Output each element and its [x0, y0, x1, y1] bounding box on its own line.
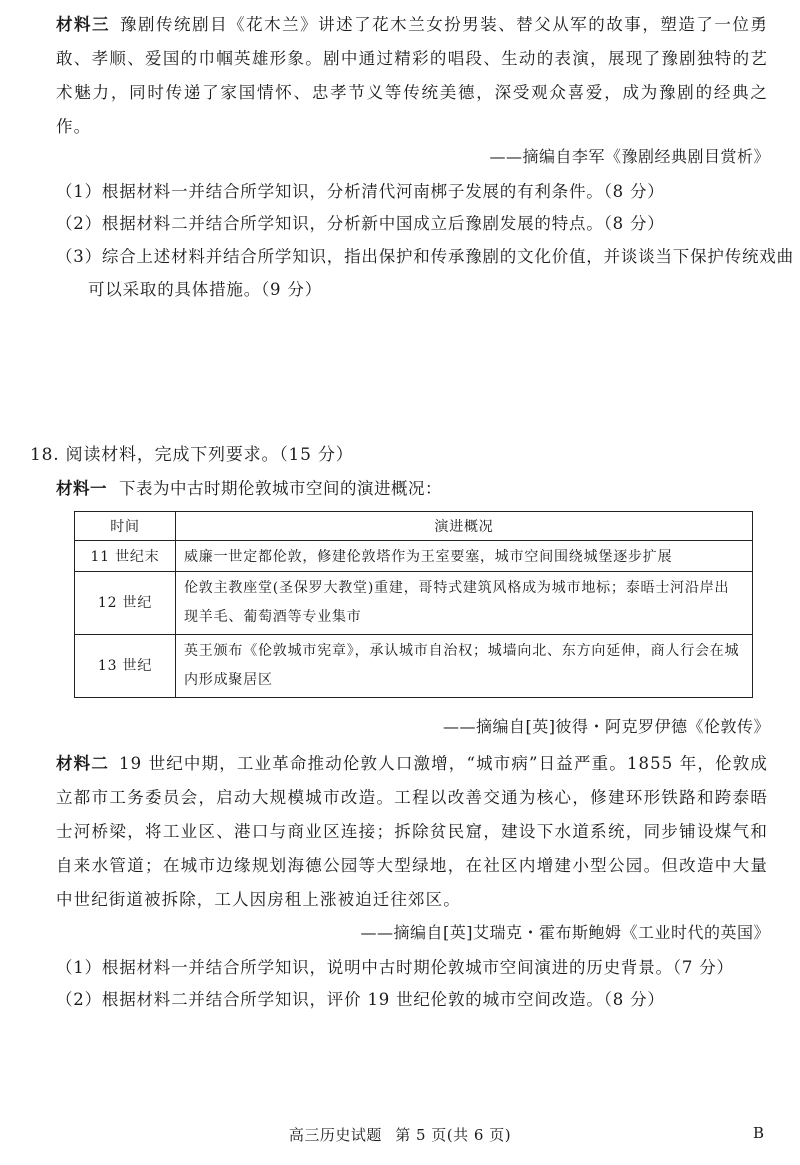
q18-material2-text: 19 世纪中期，工业革命推动伦敦人口激增，“城市病”日益严重。1855 年，伦敦成立都市工务委员会，启动大规模城市改造。工程以改善交通为核心，修建环形铁路和跨泰晤士河桥梁，将工业区、港口与商业区连接；拆除贫民窟，建设下水道系统，同步铺设煤气和自来水管道；在城市边缘规划海德公园等大型绿地，在社区内增建小型公园。但改造中大量中世纪街道被拆除，工人因房租上涨被迫迁往郊区。	[56, 754, 768, 909]
q18-subquestion-2: （2）根据材料二并结合所学知识，评价 19 世纪伦敦的城市空间改造。（8 分）	[56, 990, 665, 1009]
q18-material1-intro	[56, 476, 442, 502]
q18-material1-source: ——摘编自[英]彼得・阿克罗伊德《伦敦传》	[443, 717, 770, 736]
table-cell-time: 13 世纪	[75, 635, 176, 698]
footer-edition-mark: B	[752, 1124, 764, 1142]
table-cell-desc: 伦敦主教座堂(圣保罗大教堂)重建，哥特式建筑风格成为城市地标；泰晤士河沿岸出现羊毛、葡萄酒等专业集市	[176, 572, 753, 635]
footer-page-number: 第 5 页(共 6 页)	[395, 1126, 512, 1144]
material3-source: ——摘编自李军《豫剧经典剧目赏析》	[489, 147, 770, 166]
q17-subquestion-1: （1）根据材料一并结合所学知识，分析清代河南梆子发展的有利条件。（8 分）	[56, 182, 665, 201]
material3-label: 材料三	[56, 15, 111, 34]
table-header-overview: 演进概况	[176, 512, 753, 541]
q17-subquestion-2: （2）根据材料二并结合所学知识，分析新中国成立后豫剧发展的特点。（8 分）	[56, 214, 665, 233]
q18-material2-label: 材料二	[56, 754, 109, 773]
table-row	[75, 572, 753, 635]
q17-subquestion-3: （3）综合上述材料并结合所学知识，指出保护和传承豫剧的文化价值，并谈谈当下保护传统戏曲可以采取的具体措施。（9 分）	[56, 247, 794, 299]
table-header-time: 时间	[75, 512, 176, 541]
material3-text: 豫剧传统剧目《花木兰》讲述了花木兰女扮男装、替父从军的故事，塑造了一位勇敢、孝顺、爱国的巾帼英雄形象。剧中通过精彩的唱段、生动的表演，展现了豫剧独特的艺术魅力，同时传递了家国情怀、忠孝节义等传统美德，深受观众喜爱，成为豫剧的经典之作。	[56, 15, 768, 136]
page-footer	[0, 1124, 800, 1145]
material3-paragraph	[56, 8, 768, 144]
table-cell-desc: 威廉一世定都伦敦，修建伦敦塔作为王室要塞，城市空间围绕城堡逐步扩展	[176, 541, 753, 572]
q18-material1-label: 材料一	[56, 479, 107, 498]
table-cell-time: 12 世纪	[75, 572, 176, 635]
q18-material2-source: ——摘编自[英]艾瑞克・霍布斯鲍姆《工业时代的英国》	[360, 923, 770, 942]
q18-material1-intro-text: 下表为中古时期伦敦城市空间的演进概况：	[119, 479, 442, 498]
footer-exam-title: 高三历史试题	[288, 1126, 382, 1144]
q18-material2-paragraph	[56, 747, 768, 917]
table-cell-time: 11 世纪末	[75, 541, 176, 572]
q18-subquestion-1: （1）根据材料一并结合所学知识，说明中古时期伦敦城市空间演进的历史背景。（7 分）	[56, 958, 734, 977]
table-row	[75, 541, 753, 572]
london-evolution-table	[74, 511, 753, 698]
table-row	[75, 635, 753, 698]
table-cell-desc: 英王颁布《伦敦城市宪章》，承认城市自治权；城墙向北、东方向延伸，商人行会在城内形成聚居区	[176, 635, 753, 698]
q18-heading: 18. 阅读材料，完成下列要求。（15 分）	[30, 445, 354, 465]
